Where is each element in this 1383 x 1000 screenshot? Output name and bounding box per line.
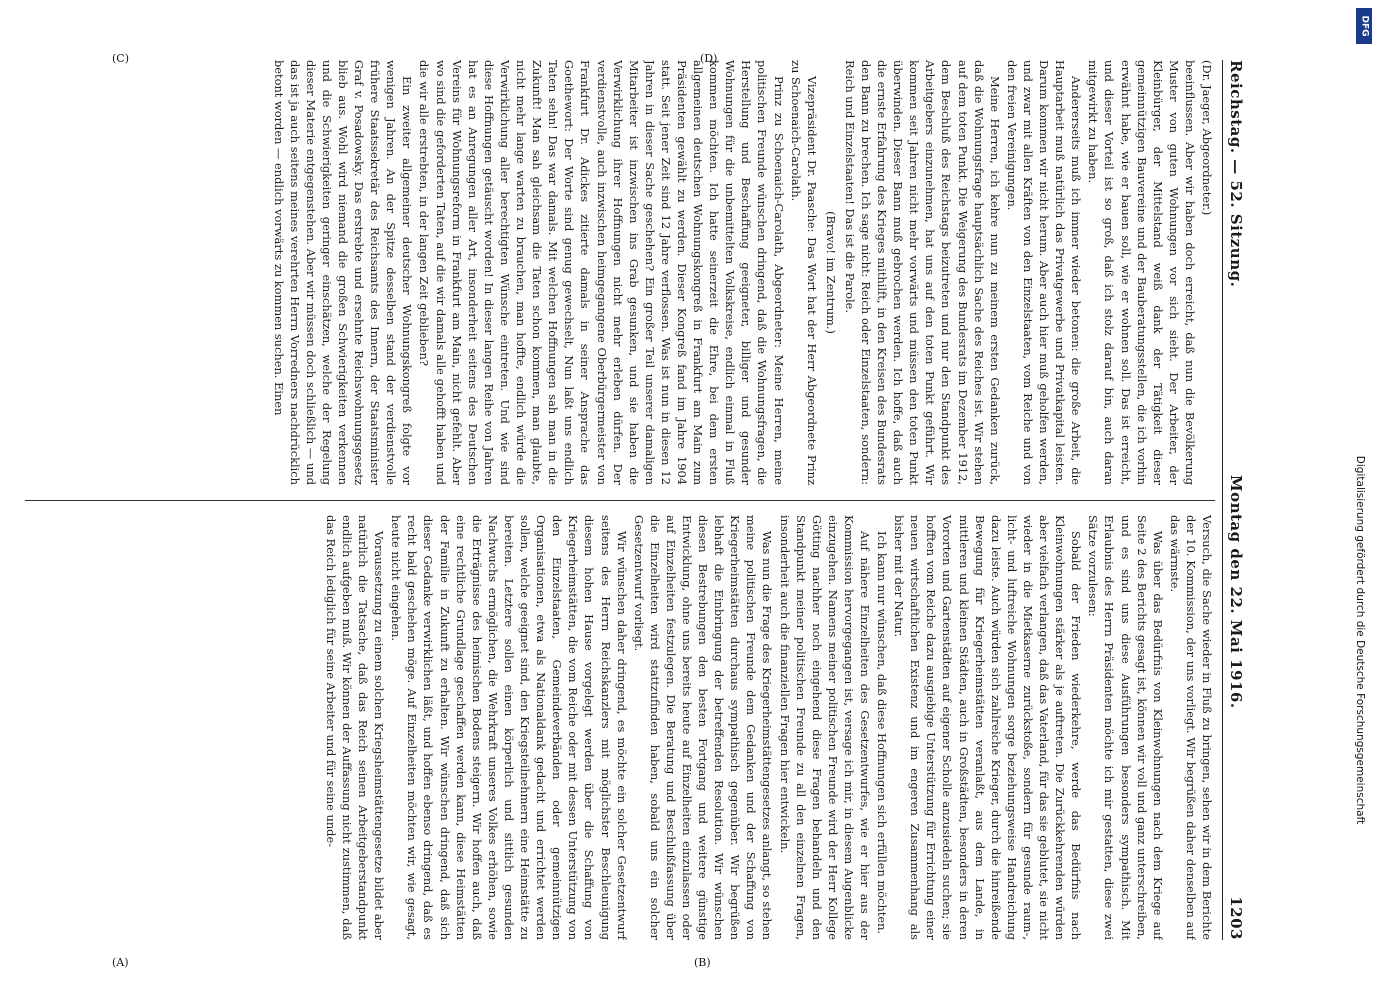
header-session: Reichstag. — 52. Sitzung. bbox=[1227, 60, 1245, 288]
paragraph: Wir wünschen daher dringend, es möchte ein solcher Gesetzentwurf seitens des Herrn Reichskanzlers mit möglichster Beschleunigung diesem hohen Hause vorgelegt werden über die Schaffung von Kriegerheimstätten, die vom Reiche oder mit dessen Unterstützung von den Einzelstaaten, Gemeindeverbänden oder gemeinnützigen Organisationen, etwa als Nationaldank gedacht und errichtet werden sollen, welche geeignet sind, den Kriegsteilnehmern eine Heimstätte zu bereiten. Letztere sollen einen körperlich und sittlich gesunden Nachwuchs ermöglichen, die Wehrkraft unseres Volkes erhöhen, sowie die Erträgnisse des heimischen Bodens steigern. Wir hoffen auch, daß eine rechtliche Grundlage geschaffen werden kann, diese Heimstätten der Familie in Zukunft zu erhalten. Wir wünschen dringend, daß sich dieser Gedanke verwirklichen läßt, und hoffen ebenso dringend, daß es recht bald geschehen möge. Auf Einzelheiten möchten wir, wie gesagt, heute nicht eingehen. bbox=[389, 515, 629, 940]
paragraph: Prinz zu Schoenaich-Carolath, Abgeordneter: Meine Herren, meine politischen Freunde wünschen dringend, daß die Wohnungsfragen, die Herstellung und Beschaffung geeigneter, billiger und gesunder Wohnungen für die unbemittelten Volkskreise, endlich einmal in Fluß kommen möchten. Ich hatte seinerzeit die Ehre, bei dem ersten allgemeinen deutschen Wohnungskongreß in Frankfurt am Main zum Präsidenten gewählt zu werden. Dieser Kongreß fand im Jahre 1904 statt. Seit jener Zeit sind 12 Jahre verflossen. Was ist nun in diesen 12 Jahren in dieser Sache geschehen? Ein großer Teil unserer damaligen Mitarbeiter ist inzwischen ins Grab gesunken, und sie haben die Verwirklichung ihrer Hoffnungen nicht mehr erleben dürfen. Der verdienstvolle, auch inzwischen heimgegangene Oberbürgermeister von Frankfurt Dr. Adickes zitierte damals in seiner Ansprache das Goethewort: Der Worte sind genug gewechselt, Nun laßt uns endlich Taten sehn! Das war damals. Mit welchen Hoffnungen sah man in die Zukunft! Man sah gleichsam die Taten schon kommen, man glaubte, nicht mehr lange warten zu brauchen, man hoffte, endlich würde die Verwirklichung aller berechtigten Wünsche eintreten. Und wie sind diese Hoffnungen getäuscht worden! In dieser langen Reihe von Jahren hat es an Anregungen aller Art, insonderheit seitens des Deutschen Vereins für Wohnungsreform in Frankfurt am Main, nicht gefehlt. Aber wo sind die geforderten Taten, auf die wir damals alle gehofft haben und die wir alle erstrebten, in der langen Zeit geblieben? bbox=[417, 60, 786, 485]
digitization-credit: Digitalisierung gefördert durch die Deutsche Forschungsgemeinschaft bbox=[1354, 455, 1366, 825]
paragraph: Ich kann nur wünschen, daß diese Hoffnungen sich erfüllen möchten. bbox=[875, 531, 890, 935]
paragraph: Voraussetzung zu einem solchen Kriegsheimstättengesetze bildet aber natürlich die Tatsache, daß das Reich seinen Arbeitgeberstandpunkt endlich aufgeben muß. Wir können der Auffassung nicht zustimmen, daß das Reich lediglich für seine Arbeiter und für seine unde- bbox=[323, 515, 387, 940]
margin-marker-a: (A) bbox=[112, 956, 129, 969]
running-header bbox=[1227, 60, 1255, 940]
paragraph: Andererseits muß ich immer wieder betonen: die große Arbeit, die Hauptarbeit muß natürlich das Privatgewerbe und Privatkapital leisten. Darum kommen wir nicht herum. Aber auch hier muß geholfen werden, und zwar mit allen Kräften von den Einzelstaaten, vom Reiche und von den freien Vereinigungen. bbox=[1004, 60, 1084, 485]
speaker-note: (Dr. Jaeger, Abgeordneter.) bbox=[1200, 60, 1214, 216]
paragraph: beeinflussen. Aber wir haben doch erreicht, daß nun die Bevölkerung Muster von guten Wohnungen vor sich sieht. Der Arbeiter, der Kleinbürger, der Mittelstand weiß dank der Tätigkeit dieser gemeinnützigen Bauvereine und der Bauberatungsstellen, die ich vorhin erwähnt habe, wie er bauen soll, wie er wohnen soll. Das ist erreicht, und dieser Vorteil ist so groß, daß ich stolz darauf bin, auch daran mitgewirkt zu haben. bbox=[1086, 60, 1197, 485]
paragraph: Meine Herren, ich kehre nun zu meinem ersten Gedanken zurück, daß die Wohnungsfrage hauptsächlich Sache des Reiches ist. Wir stehen auf dem toten Punkt. Die Weigerung des Bundesrats im Dezember 1912, dem Beschluß des Reichstags beizutreten und nur den Standpunkt des Arbeitgebers einzunehmen, hat uns auf den toten Punkt geführt. Wir kommen seit Jahren nicht mehr vorwärts und müssen den toten Punkt überwinden. Dieser Bann muß gebrochen werden. Ich hoffe, daß auch die ernste Erfahrung des Krieges mithilft, in den Kreisen des Bundesrats den Bann zu brechen. Ich sage nicht: Reich oder Einzelstaaten, sondern: Reich und Einzelstaaten! Das ist die Parole. bbox=[842, 60, 1002, 485]
page-number: 1203 bbox=[1227, 896, 1245, 940]
header-date: Montag den 22. Mai 1916. bbox=[1227, 474, 1245, 709]
rotated-print-page bbox=[25, 60, 1255, 940]
paragraph: Ein zweiter allgemeiner deutscher Wohnungskongreß folgte vor wenigen Jahren. An der Spitze desselben stand der verdienstvolle frühere Staatssekretär des Reichsamts des Innern, der Staatsminister Graf v. Posadowsky. Das erstrebte und ersehnte Reichswohnungsgesetz blieb aus. Wohl wird niemand die großen Schwierigkeiten verkennen und die Schwierigkeiten geringer einschätzen, welche der Regelung dieser Materie entgegenstehen. Aber wir müssen doch schließlich — und das ist ja auch seitens meines verehrten Herrn Vorredners nachdrücklich betont worden — endlich vorwärts zu kommen suchen. Einen bbox=[271, 60, 415, 485]
margin-marker-d: (D) bbox=[700, 52, 718, 65]
quotation: Sobald der Frieden wiederkehre, werde das Bedürfnis nach Kleinwohnungen stärker als je auftreten. Die Zurückkehrenden würden aber vielfach verlangen, daß das Vaterland, für das sie geblutet, sie nicht wieder in die Mietkaserne zurückstoße, sondern für gesunde raum-, licht- und luftreiche Wohnungen sorge beziehungsweise Handreichung dazu leiste. Auch würden sich zahlreiche Krieger, durch die hinreißende Bewegung für Kriegerheimstätten veranlaßt, aus dem Lande, in mittleren und kleinen Städten, auch in Großstädten, besonders in deren Vororten und Gartenstädten auf eigener Scholle anzusiedeln suchen; sie hofften vom Reiche dazu ausgiebige Unterstützung für Errichtung einer neuen wirtschaftlichen Existenz und im engeren Zusammenhang als bisher mit der Natur. bbox=[892, 515, 1084, 940]
paragraph: Versuch, die Sache wieder in Fluß zu bringen, sehen wir in dem Berichte der 10. Kommission, der uns vorliegt. Wir begrüßen daher denselben auf das wärmste. bbox=[1167, 515, 1214, 940]
paragraph: Vizepräsident Dr. Paasche: Das Wort hat der Herr Abgeordnete Prinz zu Schoenaich-Carolath. bbox=[788, 60, 819, 485]
column-divider bbox=[25, 500, 1215, 501]
paragraph: Was über das Bedürfnis von Kleinwohnungen nach dem Kriege auf Seite 2 des Berichts gesagt ist, können wir voll und ganz unterschreiben, und es sind uns diese Ausführungen besonders sympathisch. Mit Erlaubnis des Herrn Präsidenten möchte ich mir gestatten, diese zwei Sätze vorzulesen: bbox=[1086, 515, 1165, 940]
left-column bbox=[25, 60, 1215, 485]
right-column bbox=[25, 515, 1215, 940]
margin-marker-b: (B) bbox=[694, 956, 711, 969]
margin-marker-c: (C) bbox=[112, 52, 129, 65]
paragraph: Was nun die Frage des Kriegerheimstättengesetzes anlangt, so stehen meine politischen Freunde dem Gedanken und der Schaffung von Kriegerheimstätten durchaus sympathisch gegenüber. Wir begrüßen lebhaft die Einbringung der betreffenden Resolution. Wir wünschen diesen Bestrebungen den besten Fortgang und weitere günstige Entwicklung, ohne uns bereits heute auf Einzelheiten einzulassen oder auf Einzelheiten festzulegen. Die Beratung und Beschlußfassung über die Einzelheiten wird stattzufinden haben, sobald uns ein solcher Gesetzentwurf vorliegt. bbox=[631, 515, 775, 940]
dfg-logo: DFG bbox=[1356, 8, 1372, 44]
applause-note: (Bravo! im Zentrum.) bbox=[823, 211, 838, 334]
header-divider bbox=[1222, 60, 1223, 940]
paragraph: Auf nähere Einzelheiten des Gesetzentwurfes, wie er hier aus der Kommission hervorgegangen ist, versage ich mir, in diesem Augenblicke einzugehen. Namens meiner politischen Freunde wird der Herr Kollege Götting nachher noch eingehend diese Fragen behandeln und den Standpunkt meiner politischen Freunde zu all den einzelnen Fragen, insonderheit auch die finanziellen Fragen hier entwickeln. bbox=[777, 515, 873, 940]
